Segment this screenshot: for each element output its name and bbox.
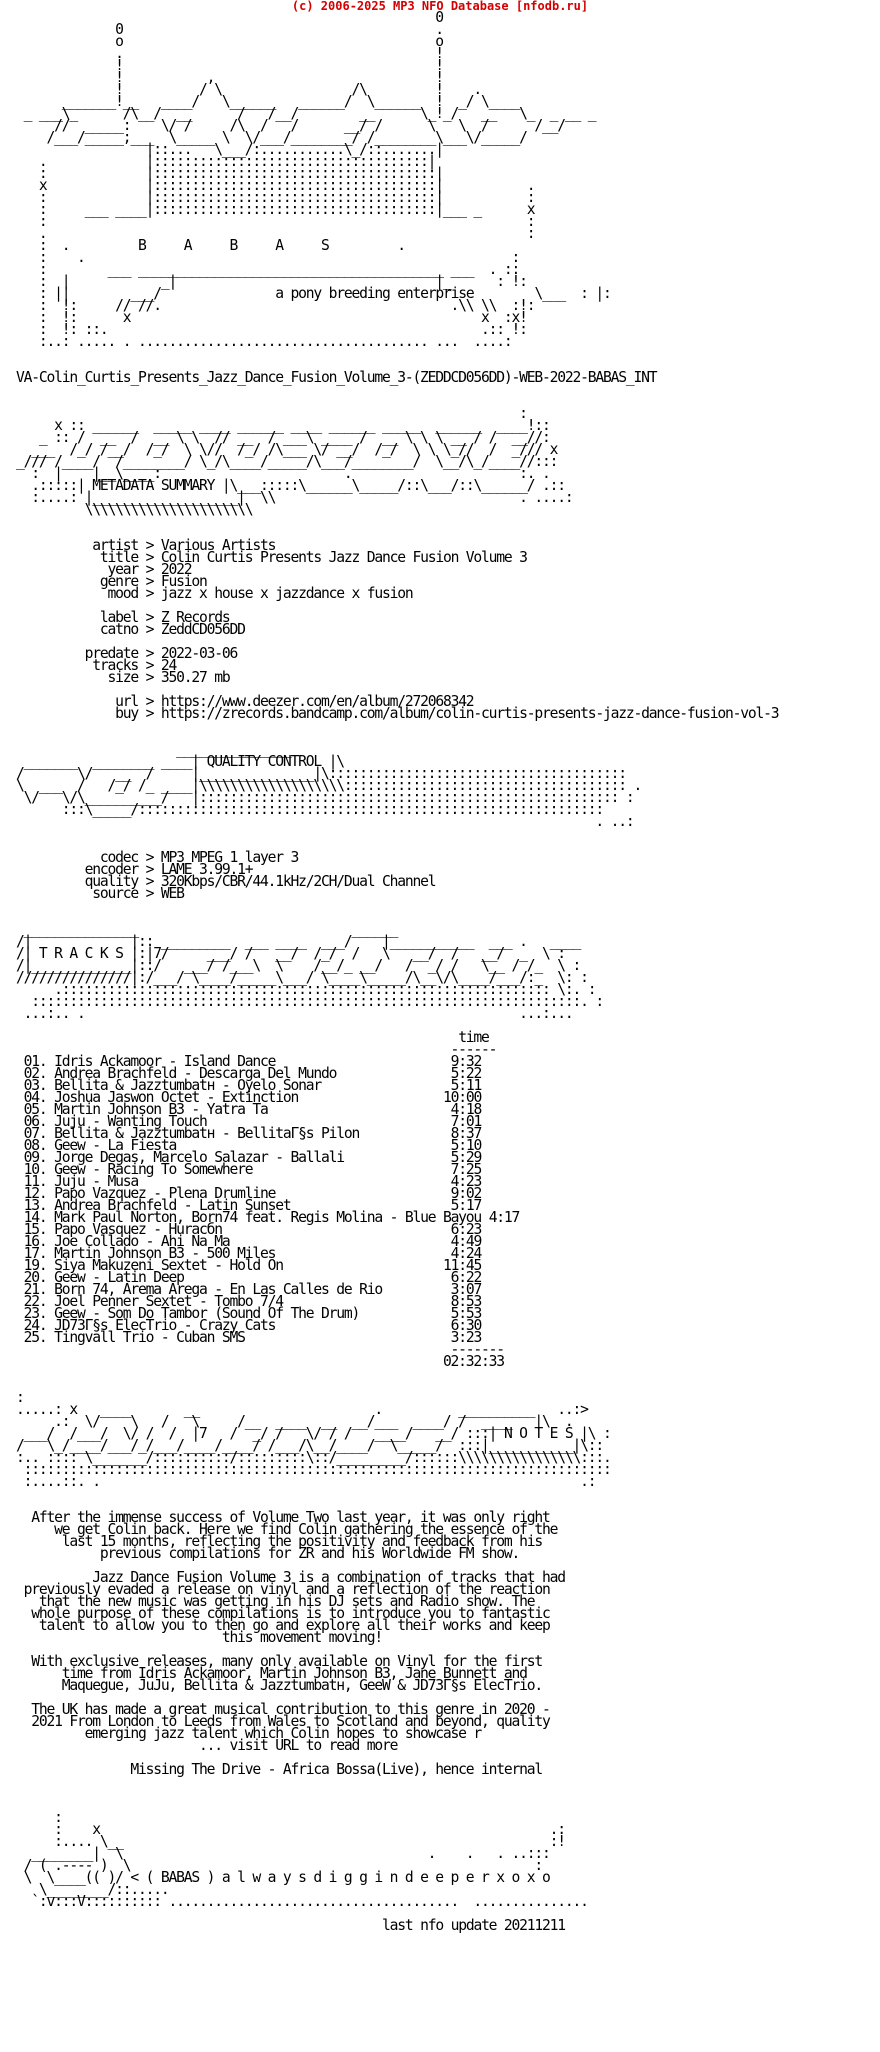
tracklist-time-header: time xyxy=(458,1029,489,1046)
track-title: Geew - Som Do Tambor (Sound Of The Drum) xyxy=(54,1305,360,1322)
notes-p2: Jazz Dance Fusion Volume 3 is a combination of tracks that had previously evaded a release on vinyl and a reflection of the reaction that the new music was getting in his DJ sets and Radio show. The whole purpose of these compilations is to introduce you to fantastic talent to allow you to then go and explore all their works and keep this movement moving! xyxy=(23,1569,565,1646)
tracks-header-art: _______________ ______ /| |:: _________ ___ ____ ___/ |___________ ___ . ____ /| xyxy=(16,921,581,962)
track-number: 06. xyxy=(23,1113,47,1130)
meta-genre: Fusion xyxy=(160,573,207,590)
meta-size: 350.27 mb xyxy=(160,669,230,686)
track-time: 5:11 xyxy=(450,1077,482,1094)
track-row xyxy=(16,1329,481,1346)
nfo-document: 0 0 . o o . ! ! ! ! , ! ! / \ /\ ! . _______!__ ____/ \______ ______/ \______ ! _/ \____ _ ___\_ /\__/ __ / /__/ __ \_!_/ __ \_ _ __ _ // _____: \/ / /\ / / __/ / \ \ / /__/ /___/_____;___ \_____ \ \/___/________/ /________\___\/_____/ |::... \___/:...........\_/::.......| . |::::::::::::::::::::::::::::::::::::| : |:::::::::::::::::::::::::::::::::::::| x |:::::::::::::::::::::::::::::::::::::| . : |:::::::::::::::::::::::::::::::::::::| : : ___ ____|:::::::::::::::::::::::::::::::::::::|___ _ x : : . : : . B A B A S . : . : : ___ ________________________________________ ___ . :: : | _| |_ : !: : || ___/ a pony breeding enterprise \___ : |: : !: // //. .\\ \\ :!: : !: x x :x! : !: ::. .:: !: :..: ..... . ...................................... ... ....: VA-Colin_Curtis_Presents_Jazz_Dance_Fusion_Volume_3-(ZEDDCD056DD)-WEB-2022-BABAS_INT : x :: ______ _____ ____ ______ ____ ______ _____ ______ ____!:: _ :: / __ / __ \ \ // __ / ___\ ____ / __ \ \ \ __ / / __//: ___ /_/ /__/ /_/ \ \// /_/ /\___ \/ __/ /_/ \ \ \_// / _/// x _/// /____/ /________/ \_/\____/_____/\___/________/ \__/\_/____//::: : | |__\____: . :. . .:::::| METADATA SUMMARY |\___:::::\______\_____/::\___/::\______/ .:: :....: |___________________| \\ . ....: \\\\\\\\\\\\\\\\\\\\\\ artist > Various Artists title > Colin Curtis Presents Jazz Dance Fusion Volume 3 year > 2022 genre > Fusion mood > jazz x house x jazzdance x fusion label > Z Records catno > ZeddCD056DD predate > 2022-03-06 tracks > 24 size > 350.27 mb url > https://www.deezer.com/en/album/272068342 buy > https://zrecords.bandcamp.com/album/colin-curtis-presents-jazz-dance-fusion-vol-3 _______________ _______ ________ ____| QUALITY CONTROL |\ / \/ __ / |_______________|\::::::::::::::::::::::::::::::::::::::: \ ___ / /_/ /_ ____|\\\\\\\\\\\\\\\\\\\::::::::::::::::::::::::::::::::::::: . \/ \/\__________/ |::::::::::::::::::::::::::::::::::::::::::::::::::::::: : :::\_____/::::::::::::::::::::::::::::::::::::::::::::::::::::::::::::: . ..: codec > MP3 MPEG 1 layer 3 encoder > LAME 3.99.1+ quality > 320Kbps/CBR/44.1kHz/2CH/Dual Channel source > WEB _______________ ______ /| |:: _________ ___ ____ ___/ |___________ ___ . ____ /| T R A C K S |:|7/ ___/ / __/ /_/ / \ __/ / __/ _ \ : /|_____________|::/ ___/ /___\ \ /__/_ __/ / _/ / \__ / /_ \ : ///////////////|:/___/ \____/_____\___/ \____\_____/\__\/\____/___/:_ \: : .:::::::::::::::::::::::::::::::::::::::::::::::::::::::::::::::: \:. : ::::::::::::::::::::::::::::::::::::::::::::::::::::::::::::::::::::::::. : ...:.. . ...:... time ------ 01. Idris Ackamoor - Island Dance 9:32 02. Andrea Brachfeld - Descarga Del Mundo 5:22 03. Bellita & Jazztumbatн - Oyelo Sonar 5:11 04. Joshua Jaswon Octet - Extinction 10:00 05. Martin Johnson B3 - Yatra Ta 4:18 06. Juju - Wanting Touch 7:01 07. Bellita & Jazztumbatн - BellitaГ§s Pilon 8:37 08. Geew - La Fiesta 5:10 09. Jorge Degas, Marcelo Salazar - Ballali 5:29 10. Geew - Racing To Somewhere 7:25 11. Juju - Musa 4:23 12. Papo Vazquez - Plena Drumline 9:02 13. Andrea Brachfeld - Latin Sunset 5:17 14. Mark Paul Norton, Born74 feat. Regis Molina - Blue Bayou 4:17 15. Papo Vasquez - Huracбn 6:23 16. Joe Collado - Ahi Na Ma 4:49 17. Martin Johnson B3 - 500 Miles 4:24 19. Siya Makuzeni Sextet - Hold On 11:45 20. Geew - Latin Deep 6:22 21. Born 74, Arema Arega - En Las Calles de Rio 3:07 22. Joel Penner Sextet - Tombo 7/4 8:53 23. Geew - Som Do Tambor (Sound Of The Drum) 5:53 24. JD73Г§s ElecTrio - Crazy Cats 6:30 25. Tingvall Trio - Cuban SMS 3:23 ------- 02:32:33 : .....: x ____ __ . __________ ..:> .: \/ \ / \ /__ ____ __ __/___ ____/ / ____ |\ . ___/ /___/ \/ / / |7 / _/ / \/ / / ____/ __/ :::| N O T E S |\ : / \_/____/___/_/___/____/____/ /___/\__/____/ \_____/ :::|___________|\:: :.. :::: \_______/::::::::::/:::::::::\::/_________/::::::\\\\\\\\\\\\\\\\:::. ::::::::::::::::::::::::::::::::::::::::::::::::::::::::::::::::::::::::::::: :....::. . .: After the immense success of Volume Two last year, it was only right we get Colin back. Here we find Colin gathering the essence of the last 15 months, reflecting the positivity and feedback from his previous compilations for ZR and his Worldwide FM show. Jazz Dance Fusion Volume 3 is a combination of tracks that had previously evaded a release on vinyl and a reflection of the reaction that the new music was getting in his DJ sets and Radio show. The whole purpose of these compilations is to introduce you to fantastic talent to allow you to then go and explore all their works and keep this movement moving! With exclusive releases, many only available on Vinyl for the first time from Idris Ackamoor, Martin Johnson B3, Jane Bunnett and Maquegue, JuJu, Bellita & Jazztumbatн, GeeW & JD73Г§s ElecTrio. The UK has made a great musical contribution to this genre in 2020 - 2021 From London to Leeds from Wales to Scotland and beyond, quality emerging jazz talent which Colin hopes to showcase r ... visit URL to read more Missing The Drive - Africa Bossa(Live), hence internal : : x .: :.... \__ :! ________| \ . . . ..::: / ( .---- ) \ : \ \____(( )/ < ( BABAS ) a l w a y s d i g g i n d e e p e r x o x o \________/::..... `:v:::V:::::::::: ...................................... ............... last nfo update 20211211 xyxy=(16,9,779,1934)
meta-title: Colin Curtis Presents Jazz Dance Fusion Volume 3 xyxy=(160,549,527,566)
track-number: 22. xyxy=(23,1293,47,1310)
track-time: 6:30 xyxy=(450,1317,482,1334)
track-number: 12. xyxy=(23,1185,47,1202)
notes-header-art: : .....: x ____ __ . __________ ..:> .: \/ \ / \ /__ ____ __ __/___ ____/ / ____ |\ . ___/ /___/ \/ / / |7 / _/ / \/ / / ____/ __/ :::| xyxy=(16,1389,588,1442)
meta-mood: jazz x house x jazzdance x fusion xyxy=(160,585,413,602)
notes-p4: The UK has made a great musical contribution to this genre in 2020 - 2021 From London to Leeds from Wales to Scotland and beyond, quality emerging jazz talent which Colin hopes to showcase r xyxy=(31,1701,550,1742)
meta-catno: ZeddCD056DD xyxy=(160,621,245,638)
track-title: Geew - Racing To Somewhere xyxy=(54,1161,253,1178)
track-number: 07. xyxy=(23,1125,47,1142)
track-number: 17. xyxy=(23,1245,47,1262)
track-number: 25. xyxy=(23,1329,47,1346)
track-time: 8:37 xyxy=(450,1125,482,1142)
track-title: Martin Johnson B3 - Yatra Ta xyxy=(54,1101,268,1118)
notes-p1: After the immense success of Volume Two last year, it was only right we get Colin back. Here we find Colin gathering the essence of the last 15 months, reflecting the positivity and feedback from his previous compilations for ZR and his Worldwide FM show. xyxy=(31,1509,558,1562)
meta-year: 2022 xyxy=(160,561,192,578)
track-title: Papo Vazquez - Plena Drumline xyxy=(54,1185,276,1202)
qc-encoder: LAME 3.99.1+ xyxy=(160,861,253,878)
meta-artist: Various Artists xyxy=(160,537,276,554)
track-time: 6:23 xyxy=(450,1221,482,1238)
track-number: 11. xyxy=(23,1173,47,1190)
meta-url-link[interactable]: https://www.deezer.com/en/album/272068342 xyxy=(160,693,474,710)
track-title: Juju - Wanting Touch xyxy=(54,1113,207,1130)
track-time: 5:17 xyxy=(450,1197,482,1214)
track-title: Bellita & Jazztumbatн - BellitaГ§s Pilon xyxy=(54,1125,360,1142)
track-time: 5:53 xyxy=(450,1305,482,1322)
track-title: Andrea Brachfeld - Descarga Del Mundo xyxy=(54,1065,337,1082)
track-title: Geew - La Fiesta xyxy=(54,1137,177,1154)
release-name: VA-Colin_Curtis_Presents_Jazz_Dance_Fusion_Volume_3-(ZEDDCD056DD)-WEB-2022-BABAS_INT xyxy=(16,369,657,386)
track-title: Siya Makuzeni Sextet - Hold On xyxy=(54,1257,283,1274)
track-title: Tingvall Trio - Cuban SMS xyxy=(54,1329,245,1346)
track-title: Idris Ackamoor - Island Dance xyxy=(54,1053,276,1070)
track-title: Joshua Jaswon Octet - Extinction xyxy=(54,1089,299,1106)
notes-more: ... visit URL to read more xyxy=(198,1737,398,1754)
track-time: 6:22 xyxy=(450,1269,482,1286)
metadata-header-art: : x :: ______ _____ ____ ______ ____ ______ _____ ______ ____!:: _ :: / __ / __ \ \ // __ / ___\ ____ / __ \ \ \ __ / / __//: ___ /_/ /__/ /_/ \ \// /_/ /\___ \/ __/ /_/ \ \ \_// / _/// x _/// /____/ /________/ \_/\____/_____/\___/________/ \__/\_/____//::: : | |__\____: . :. . .:::::| xyxy=(16,405,558,494)
copyright-banner: (c) 2006-2025 MP3 NFO Database [nfodb.ru] xyxy=(291,0,589,13)
metadata-block: artist > Various Artists title > Colin Curtis Presents Jazz Dance Fusion Volume 3 year > 2022 genre > Fusion mood > jazz x house x jazzdance x fusion label > Z Records catno > ZeddCD056DD predate > 2022-03-06 tracks > 24 size > 350.27 mb url > https://www.deezer.com/en/album/272068342 buy > https://zrecords.bandcamp.com/album/colin-curtis-presents-jazz-dance-fusion-vol-3 xyxy=(16,537,779,722)
track-time: 4:24 xyxy=(450,1245,482,1262)
track-time: 5:22 xyxy=(450,1065,482,1082)
track-number: 23. xyxy=(23,1305,47,1322)
track-number: 03. xyxy=(23,1077,47,1094)
qc-quality: 320Kbps/CBR/44.1kHz/2CH/Dual Channel xyxy=(160,873,436,890)
notes-missing: Missing The Drive - Africa Bossa(Live), hence internal xyxy=(130,1761,543,1778)
track-title: Jorge Degas, Marcelo Salazar - Ballali xyxy=(54,1149,344,1166)
meta-buy-link[interactable]: https://zrecords.bandcamp.com/album/colin-curtis-presents-jazz-dance-fusion-vol-3 xyxy=(160,705,779,722)
track-number: 10. xyxy=(23,1161,47,1178)
meta-label: Z Records xyxy=(160,609,230,626)
quality-header-art: _______________ _______ ________ ____| xyxy=(23,741,291,770)
header-logo: 0 0 . o o . ! ! ! ! , ! ! / \ /\ ! . _______!__ ____/ \______ ______/ \______ ! _/ \____ _ ___\_ /\__/ __ / /__/ __ \_!_/ __ \_ _ __ _ // _____: \/ / /\ / / __/ / \ \ / /__/ /___/_____;___ \_____ \ \/___/________/ /________\___\/_____/ |::... \___/:...........\_/::.......| . |::::::::::::::::::::::::::::::::::::| : |:::::::::::::::::::::::::::::::::::::| x |:::::::::::::::::::::::::::::::::::::| . : |:::::::::::::::::::::::::::::::::::::| : : ___ ____|:::::::::::::::::::::::::::::::::::::|___ _ x : : . : : . xyxy=(23,9,596,254)
track-time: 9:02 xyxy=(450,1185,482,1202)
footer-art: : : x .: :.... \__ :! ________| \ . . . ..::: / ( .---- ) \ : xyxy=(23,1809,565,1874)
track-title: JD73Г§s ElecTrio - Crazy Cats xyxy=(54,1317,276,1334)
track-time: 10:00 xyxy=(442,1089,482,1106)
track-time: 3:07 xyxy=(450,1281,482,1298)
track-number: 05. xyxy=(23,1101,47,1118)
section-metadata-title: METADATA SUMMARY xyxy=(92,477,215,494)
track-title: Papo Vasquez - Huracбn xyxy=(54,1221,222,1238)
qc-codec: MP3 MPEG 1 layer 3 xyxy=(160,849,299,866)
track-number: 04. xyxy=(23,1089,47,1106)
track-time: 7:01 xyxy=(450,1113,482,1130)
track-time: 4:49 xyxy=(450,1233,482,1250)
tracklist-total: 02:32:33 xyxy=(442,1353,504,1370)
track-number: 15. xyxy=(23,1221,47,1238)
section-notes-title: N O T E S xyxy=(503,1425,573,1442)
quality-block: codec > MP3 MPEG 1 layer 3 encoder > LAME 3.99.1+ quality > 320Kbps/CBR/44.1kHz/2CH/Dual Channel source > WEB xyxy=(16,849,436,902)
track-number: 14. xyxy=(23,1209,47,1226)
track-time: 4:17 xyxy=(488,1209,520,1226)
track-number: 16. xyxy=(23,1233,47,1250)
group-tagline: a pony breeding enterprise xyxy=(275,285,474,302)
track-time: 4:23 xyxy=(450,1173,482,1190)
qc-source: WEB xyxy=(160,885,184,902)
track-title: Bellita & Jazztumbatн - Oyelo Sonar xyxy=(54,1077,321,1094)
track-time: 5:29 xyxy=(450,1149,482,1166)
track-title: Andrea Brachfeld - Latin Sunset xyxy=(54,1197,291,1214)
track-time: 3:23 xyxy=(450,1329,482,1346)
footer-babas: < ( BABAS ) a l w a y s d i g g i n d e e p e r x o x o xyxy=(130,1869,550,1886)
track-number: 21. xyxy=(23,1281,47,1298)
track-title: Joel Penner Sextet - Tombo 7/4 xyxy=(54,1293,283,1310)
group-letters: B A B A S xyxy=(137,237,329,254)
track-time: 9:32 xyxy=(450,1053,482,1070)
track-time: 4:18 xyxy=(450,1101,482,1118)
footer-update: last nfo update 20211211 xyxy=(381,1917,565,1934)
track-rows xyxy=(16,1053,519,1346)
track-number: 13. xyxy=(23,1197,47,1214)
notes-p3: With exclusive releases, many only available on Vinyl for the first time from Idris Ackamoor, Martin Johnson B3, Jane Bunnett and Maquegue, JuJu, Bellita & Jazztumbatн, GeeW & JD73Г§s ElecTrio. xyxy=(31,1653,543,1694)
track-time: 5:10 xyxy=(450,1137,482,1154)
tracklist: time ------ 01. Idris Ackamoor - Island Dance 9:32 02. Andrea Brachfeld - Descarga Del Mundo 5:22 03. Bellita & Jazztumbatн - Oyelo Sonar 5:11 04. Joshua Jaswon Octet - Extinction 10:00 05. Martin Johnson B3 - Yatra Ta 4:18 06. Juju - Wanting Touch 7:01 07. Bellita & Jazztumbatн - BellitaГ§s Pilon 8:37 08. Geew - La Fiesta 5:10 09. Jorge Degas, Marcelo Salazar - Ballali 5:29 10. Geew - Racing To Somewhere 7:25 11. Juju - Musa 4:23 12. Papo Vazquez - Plena Drumline 9:02 13. Andrea Brachfeld - Latin Sunset 5:17 14. Mark Paul Norton, Born74 feat. Regis Molina - Blue Bayou 4:17 15. Papo Vasquez - Huracбn 6:23 16. Joe Collado - Ahi Na Ma 4:49 17. Martin Johnson B3 - 500 Miles 4:24 19. Siya Makuzeni Sextet - Hold On 11:45 20. Geew - Latin Deep 6:22 21. Born 74, Arema Arega - En Las Calles de Rio 3:07 22. Joel Penner Sextet - Tombo 7/4 8:53 23. Geew - Som Do Tambor (Sound Of The Drum) 5:53 24. JD73Г§s ElecTrio - Crazy Cats 6:30 25. Tingvall Trio - Cuban SMS 3:23 ------- 02:32:33 xyxy=(16,1029,519,1370)
track-number: 19. xyxy=(23,1257,47,1274)
track-title: Born 74, Arema Arega - En Las Calles de Rio xyxy=(54,1281,382,1298)
track-time: 7:25 xyxy=(450,1161,482,1178)
track-number: 09. xyxy=(23,1149,47,1166)
track-number: 02. xyxy=(23,1065,47,1082)
meta-predate: 2022-03-06 xyxy=(160,645,238,662)
track-title: Mark Paul Norton, Born74 feat. Regis Molina - Blue Bayou xyxy=(54,1209,482,1226)
track-title: Martin Johnson B3 - 500 Miles xyxy=(54,1245,276,1262)
track-title: Joe Collado - Ahi Na Ma xyxy=(54,1233,230,1250)
track-title: Geew - Latin Deep xyxy=(54,1269,184,1286)
track-title: Juju - Musa xyxy=(54,1173,138,1190)
track-time: 8:53 xyxy=(450,1293,482,1310)
track-number: 20. xyxy=(23,1269,47,1286)
section-quality-title: QUALITY CONTROL xyxy=(206,753,321,770)
track-number: 01. xyxy=(23,1053,47,1070)
meta-tracks: 24 xyxy=(160,657,177,674)
section-tracks-title: T R A C K S xyxy=(38,945,123,962)
track-number: 08. xyxy=(23,1137,47,1154)
track-number: 24. xyxy=(23,1317,47,1334)
track-time: 11:45 xyxy=(442,1257,482,1274)
